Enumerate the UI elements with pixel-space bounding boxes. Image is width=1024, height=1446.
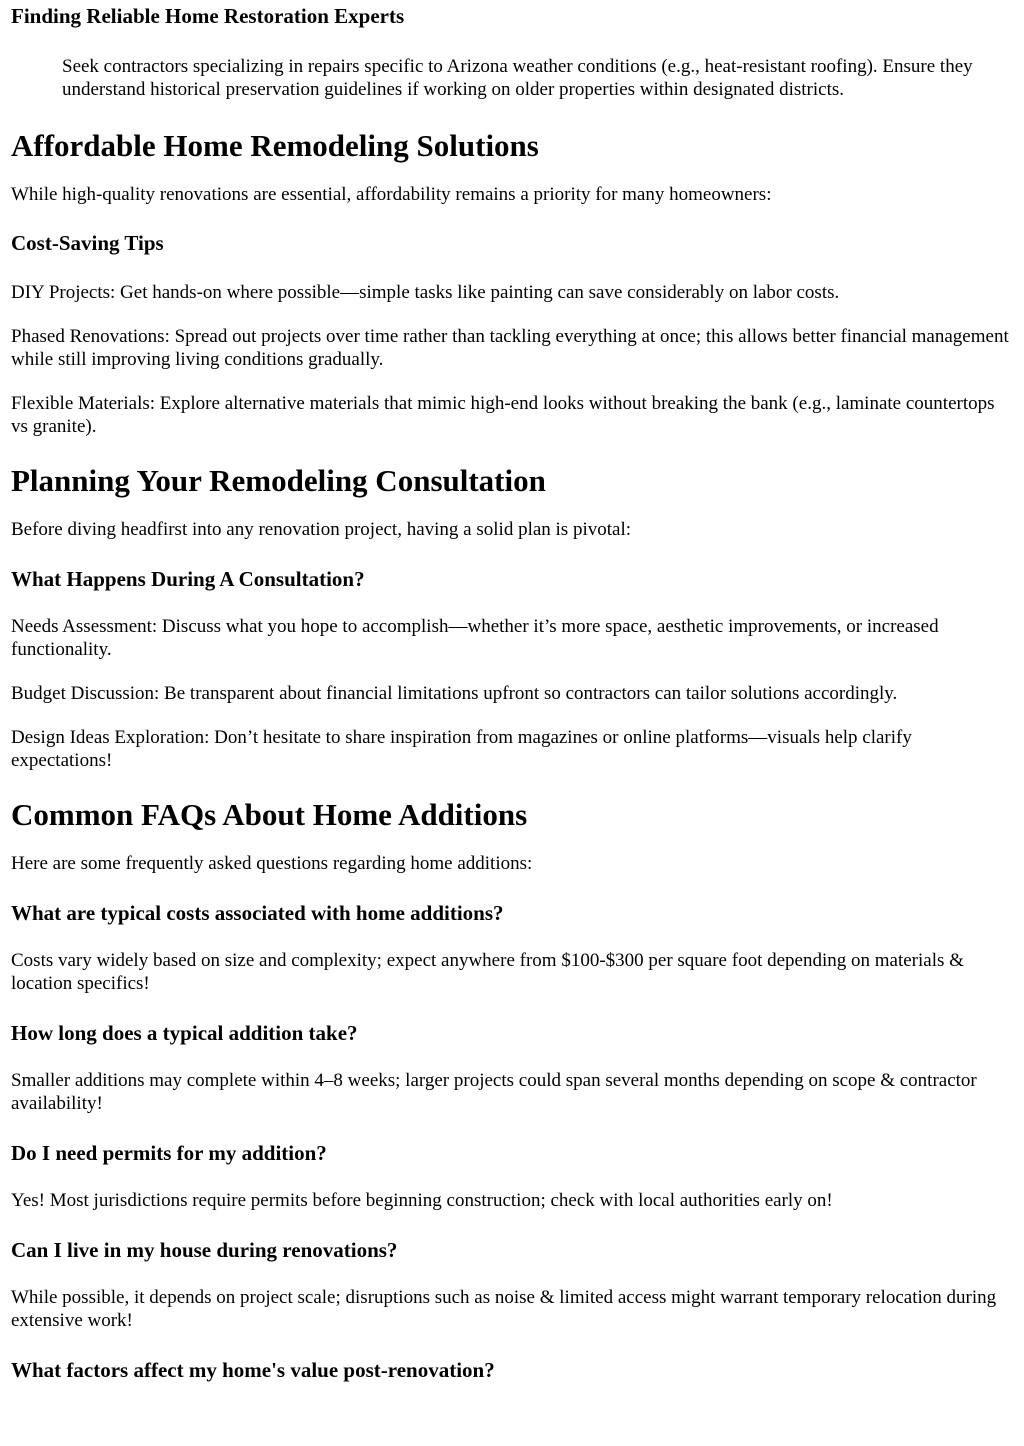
tip-phased: Phased Renovations: Spread out projects over time rather than tackling everything at once; this allows better financial management while still improving living conditions gradually. xyxy=(11,326,1009,370)
faq-question: What factors affect my home's value post-renovation? xyxy=(11,1358,495,1382)
restoration-quote: Seek contractors specializing in repairs specific to Arizona weather conditions (e.g., heat-resistant roofing). Ensure they understand historical preservation guidelines if working on older properties within designated districts. xyxy=(62,56,973,100)
tip-materials: Flexible Materials: Explore alternative materials that mimic high-end looks without breaking the bank (e.g., laminate countertops vs granite). xyxy=(11,393,995,437)
cost-saving-heading: Cost-Saving Tips xyxy=(11,231,164,255)
faq-question: How long does a typical addition take? xyxy=(11,1021,358,1045)
faqs-heading: Common FAQs About Home Additions xyxy=(11,797,528,832)
affordable-heading: Affordable Home Remodeling Solutions xyxy=(11,128,539,163)
faq-answer: Yes! Most jurisdictions require permits before beginning construction; check with local authorities early on! xyxy=(11,1190,833,1211)
restoration-heading: Finding Reliable Home Restoration Experts xyxy=(11,4,405,28)
faq-answer: Smaller additions may complete within 4–8 weeks; larger projects could span several months depending on scope & contractor availability! xyxy=(11,1070,977,1114)
faq-question: What are typical costs associated with home additions? xyxy=(11,901,504,925)
consult-design: Design Ideas Exploration: Don’t hesitate to share inspiration from magazines or online platforms—visuals help clarify expectations! xyxy=(11,727,912,771)
planning-heading: Planning Your Remodeling Consultation xyxy=(11,463,546,498)
tip-diy: DIY Projects: Get hands-on where possible—simple tasks like painting can save considerably on labor costs. xyxy=(11,282,840,303)
faq-answer: While possible, it depends on project scale; disruptions such as noise & limited access might warrant temporary relocation during extensive work! xyxy=(11,1287,997,1331)
consultation-heading: What Happens During A Consultation? xyxy=(11,567,365,591)
consult-needs: Needs Assessment: Discuss what you hope to accomplish—whether it’s more space, aesthetic improvements, or increased functionality. xyxy=(11,616,939,660)
faq-answer: Costs vary widely based on size and complexity; expect anywhere from $100-$300 per square foot depending on materials & location specifics! xyxy=(11,950,964,994)
consult-budget: Budget Discussion: Be transparent about financial limitations upfront so contractors can tailor solutions accordingly. xyxy=(11,683,898,704)
faq-question: Do I need permits for my addition? xyxy=(11,1141,327,1165)
affordable-intro: While high-quality renovations are essential, affordability remains a priority for many homeowners: xyxy=(11,184,772,205)
planning-intro: Before diving headfirst into any renovation project, having a solid plan is pivotal: xyxy=(11,519,631,540)
faq-question: Can I live in my house during renovations? xyxy=(11,1238,398,1262)
faqs-intro: Here are some frequently asked questions regarding home additions: xyxy=(11,853,533,874)
